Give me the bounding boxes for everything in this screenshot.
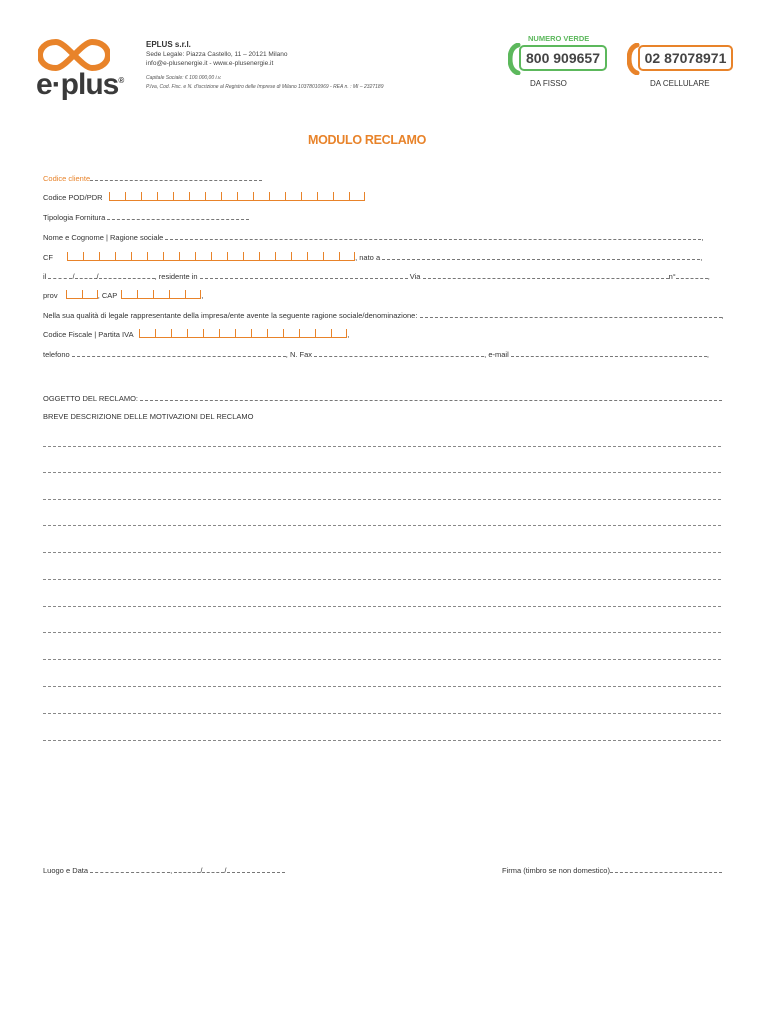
oggetto-row[interactable] — [43, 393, 722, 403]
codice-cliente-label: Codice cliente — [43, 174, 91, 183]
description-line[interactable] — [43, 552, 721, 553]
breve-descrizione-label: BREVE DESCRIZIONE DELLE MOTIVAZIONI DEL RECLAMO — [43, 412, 254, 421]
luogo-data-label: Luogo e Data — [43, 866, 89, 875]
numero-field[interactable] — [676, 271, 708, 279]
il-label: il — [43, 272, 47, 281]
tipologia-row[interactable] — [43, 212, 249, 222]
il-row[interactable]: il / / , residente in Via n° , — [43, 272, 710, 281]
description-line[interactable] — [43, 740, 721, 741]
logo-registered: ® — [118, 76, 124, 85]
description-line[interactable] — [43, 499, 721, 500]
prov-label: prov — [43, 291, 58, 300]
qualita-field[interactable] — [420, 310, 722, 318]
codice-pod-row[interactable] — [43, 192, 365, 202]
cap-boxes[interactable] — [121, 290, 201, 299]
codice-fiscale-row[interactable]: Codice Fiscale | Partita IVA , — [43, 330, 350, 339]
oggetto-label: OGGETTO DEL RECLAMO: — [43, 394, 139, 403]
prov-row[interactable]: prov , CAP , — [43, 291, 204, 300]
description-line[interactable] — [43, 713, 721, 714]
prov-boxes[interactable] — [66, 290, 98, 299]
firma-day-field[interactable] — [174, 865, 200, 873]
nato-a-label: , nato a — [355, 253, 381, 262]
firma-year-field[interactable] — [227, 865, 285, 873]
qualita-row[interactable]: Nella sua qualità di legale rappresentante della impresa/ente avente la seguente ragione sociale/denominazione: , — [43, 311, 724, 320]
description-line[interactable] — [43, 659, 721, 660]
logo-text: e·plus — [36, 68, 119, 101]
nome-field[interactable] — [165, 232, 701, 240]
date-year-field[interactable] — [99, 271, 155, 279]
codice-fiscale-label: Codice Fiscale | Partita IVA — [43, 330, 134, 339]
description-line[interactable] — [43, 606, 721, 607]
description-line[interactable] — [43, 472, 721, 473]
company-contacts: info@e-plusenergie.it - www.e-plusenergie.it — [146, 60, 274, 67]
description-line[interactable] — [43, 686, 721, 687]
phone-fisso-label: DA FISSO — [530, 79, 567, 88]
firma-label: Firma (timbro se non domestico) — [502, 866, 610, 875]
email-field[interactable] — [511, 349, 707, 357]
via-label: Via — [409, 272, 421, 281]
form-title: MODULO RECLAMO — [308, 133, 427, 147]
nome-label: Nome e Cognome | Ragione sociale — [43, 233, 164, 242]
codice-cliente-row[interactable] — [43, 173, 262, 183]
telefono-label: telefono — [43, 350, 70, 359]
cf-boxes[interactable] — [67, 252, 355, 261]
company-logo — [36, 38, 126, 100]
codice-pod-label: Codice POD/PDR — [43, 193, 103, 202]
codice-fiscale-boxes[interactable] — [139, 329, 347, 338]
tipologia-field[interactable] — [107, 212, 249, 220]
email-label: , e-mail — [484, 350, 509, 359]
description-line[interactable] — [43, 579, 721, 580]
date-month-field[interactable] — [75, 271, 97, 279]
qualita-label: Nella sua qualità di legale rappresentante della impresa/ente avente la seguente ragione sociale/denominazione: — [43, 311, 418, 320]
fax-field[interactable] — [314, 349, 484, 357]
firma-field[interactable] — [610, 865, 722, 873]
phone-fisso-number[interactable]: 800 909657 — [519, 45, 607, 71]
firma-month-field[interactable] — [202, 865, 224, 873]
codice-cliente-field[interactable] — [90, 173, 262, 181]
company-address: Sede Legale: Piazza Castello, 11 – 20121 Milano — [146, 51, 288, 58]
phone-cellulare-number[interactable]: 02 87078971 — [638, 45, 733, 71]
numero-label: n° — [668, 272, 676, 281]
luogo-field[interactable] — [90, 865, 170, 873]
infinity-logo-icon — [38, 38, 110, 72]
cf-label: CF — [43, 253, 53, 262]
description-line[interactable] — [43, 525, 721, 526]
phone-cellulare-label: DA CELLULARE — [650, 79, 710, 88]
firma-row[interactable] — [502, 865, 722, 875]
telefono-row[interactable]: telefono , N. Fax , e-mail , — [43, 350, 709, 359]
codice-pod-boxes[interactable] — [109, 192, 365, 201]
residente-label: , residente in — [154, 272, 198, 281]
company-capital: Capitale Sociale: € 100.000,00 i.v. — [146, 75, 222, 81]
date-day-field[interactable] — [48, 271, 72, 279]
cf-row[interactable]: CF , nato a , — [43, 253, 703, 262]
description-line[interactable] — [43, 446, 721, 447]
description-line[interactable] — [43, 632, 721, 633]
telefono-field[interactable] — [72, 349, 286, 357]
company-registry: P.Iva, Cod. Fisc. e N. d'iscrizione al Registro delle Imprese di Milano 10378010969 - REA n. : MI – 2327189 — [146, 84, 384, 90]
tipologia-label: Tipologia Fornitura — [43, 213, 106, 222]
fax-label: , N. Fax — [285, 350, 313, 359]
nome-row[interactable]: Nome e Cognome | Ragione sociale , — [43, 233, 704, 242]
company-name: EPLUS s.r.l. — [146, 40, 191, 49]
oggetto-field[interactable] — [140, 393, 722, 401]
cap-label: , CAP — [97, 291, 118, 300]
via-field[interactable] — [423, 271, 669, 279]
residente-field[interactable] — [200, 271, 408, 279]
luogo-data-row[interactable]: Luogo e Data , / / — [43, 865, 285, 875]
nato-a-field[interactable] — [382, 252, 700, 260]
numero-verde-label: NUMERO VERDE — [528, 34, 590, 43]
